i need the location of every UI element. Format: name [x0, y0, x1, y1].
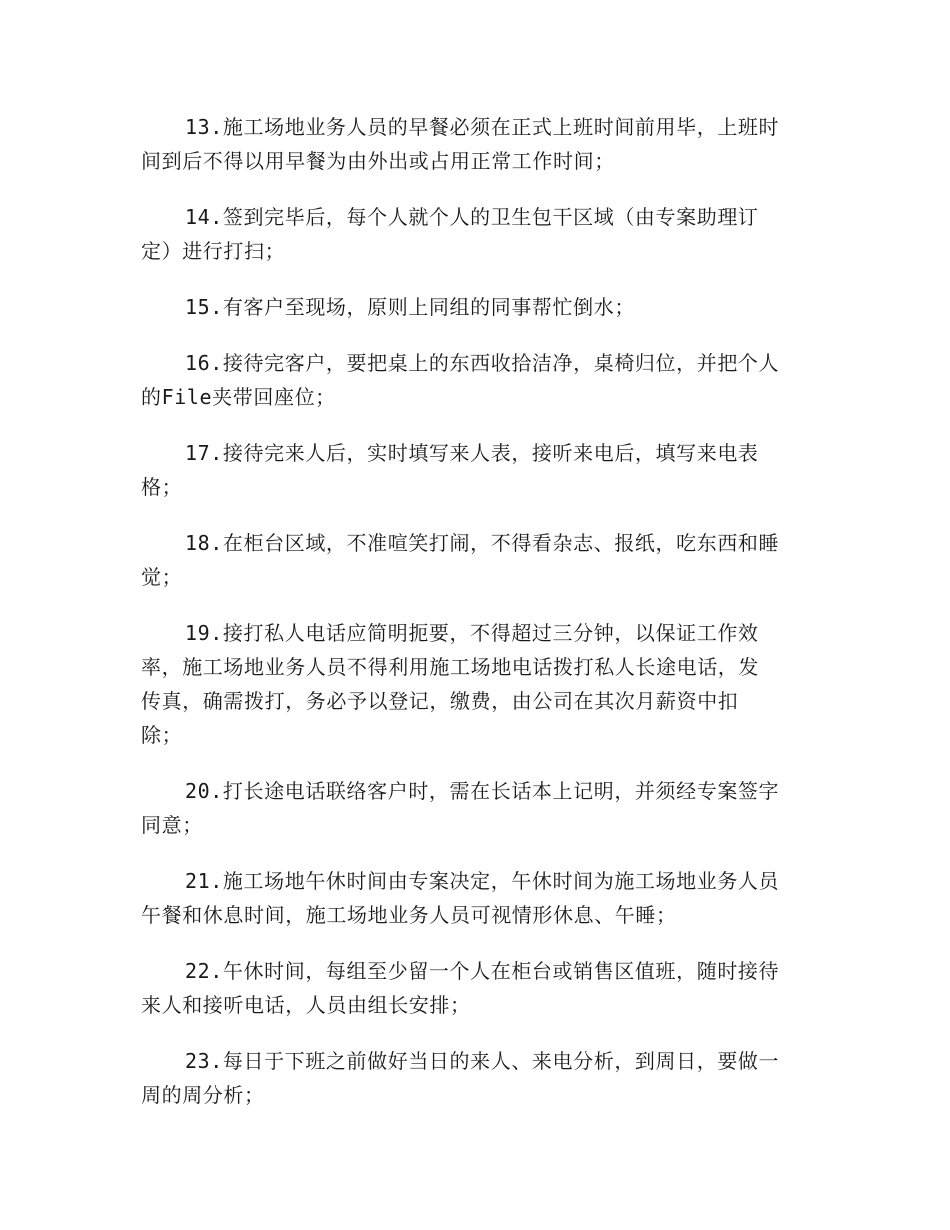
paragraph-20: 20.打长途电话联络客户时，需在长话本上记明，并须经专案签字 同意；	[141, 779, 780, 837]
paragraph-19: 19.接打私人电话应简明扼要，不得超过三分钟，以保证工作效 率，施工场地业务人员不得利用施工场地电话拨打私人长途电话，发 传真，确需拨打，务必予以登记，缴费，由公司在其次月薪资中扣 除；	[141, 621, 759, 747]
paragraph-22: 22.午休时间，每组至少留一个人在柜台或销售区值班，随时接待 来人和接听电话，人员由组长安排；	[141, 959, 780, 1017]
paragraph-15: 15.有客户至现场，原则上同组的同事帮忙倒水；	[185, 295, 635, 319]
paragraph-23: 23.每日于下班之前做好当日的来人、来电分析，到周日，要做一 周的周分析；	[141, 1049, 780, 1107]
paragraph-18: 18.在柜台区域，不准喧笑打闹，不得看杂志、报纸，吃东西和睡 觉；	[141, 531, 780, 589]
paragraph-16: 16.接待完客户，要把桌上的东西收拾洁净，桌椅归位，并把个人 的File夹带回座位；	[141, 351, 780, 409]
paragraph-17: 17.接待完来人后，实时填写来人表，接听来电后，填写来电表 格；	[141, 441, 759, 499]
paragraph-21: 21.施工场地午休时间由专案决定，午休时间为施工场地业务人员 午餐和休息时间，施工场地业务人员可视情形休息、午睡；	[141, 869, 780, 927]
document-body	[141, 110, 811, 1134]
paragraph-14: 14.签到完毕后，每个人就个人的卫生包干区域（由专案助理订 定）进行打扫；	[141, 205, 759, 263]
paragraph-13: 13.施工场地业务人员的早餐必须在正式上班时间前用毕，上班时 间到后不得以用早餐为由外出或占用正常工作时间；	[141, 115, 780, 173]
